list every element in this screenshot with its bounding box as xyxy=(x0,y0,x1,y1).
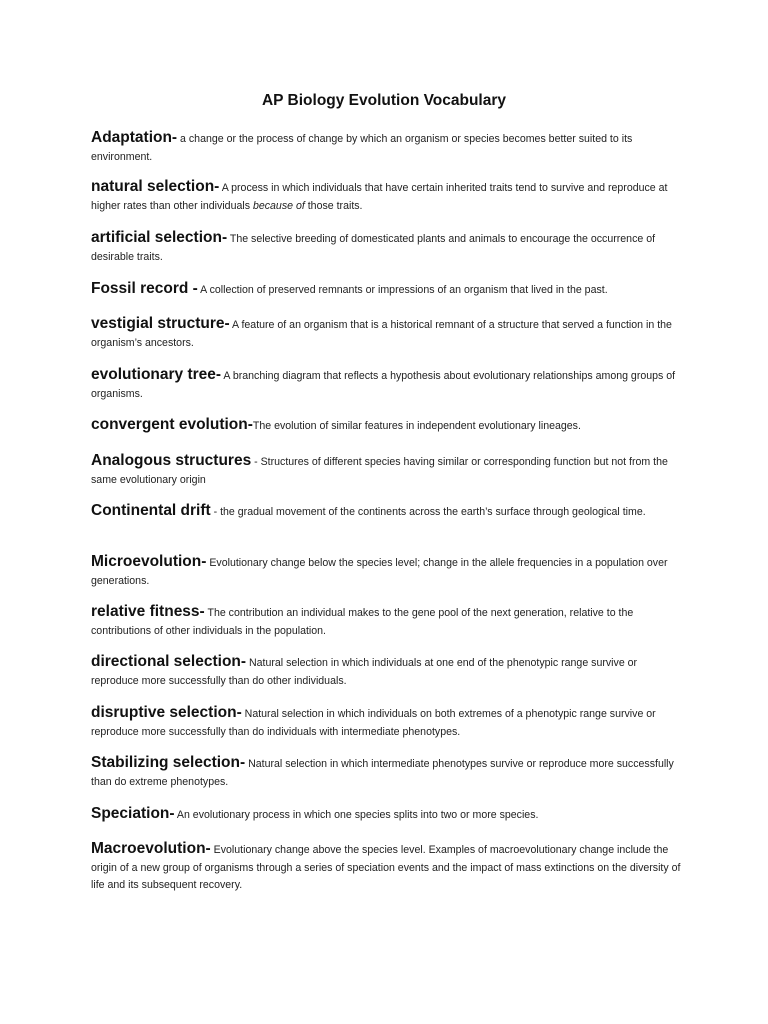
emphasis-text: because of xyxy=(252,199,305,212)
vocab-entry-speciation xyxy=(91,805,681,825)
vocab-entry-adaptation xyxy=(91,129,681,166)
vocab-entry-stabilizing-selection xyxy=(91,754,681,791)
vocab-entry-vestigial-structure xyxy=(91,315,681,352)
vocab-term: Analogous structures xyxy=(91,452,252,469)
vocab-definition: The evolution of similar features in independent evolutionary lineages. xyxy=(252,420,581,432)
vocab-definition: A process in which individuals that have certain inherited traits tend to survive and reproduce at higher rates than other individuals because of those traits. xyxy=(91,182,668,212)
vocab-definition: The contribution an individual makes to the gene pool of the next generation, relative to the contributions of other individuals in the population. xyxy=(91,607,634,637)
vocab-definition: a change or the process of change by which an organism or species becomes better suited to its environment. xyxy=(91,133,633,163)
page-title: AP Biology Evolution Vocabulary xyxy=(261,92,507,109)
vocab-entry-directional-selection xyxy=(91,653,681,690)
vocab-entry-macroevolution xyxy=(91,840,681,895)
vocab-term: Adaptation- xyxy=(91,129,178,146)
vocab-entry-natural-selection xyxy=(91,178,681,215)
vocab-term: Speciation- xyxy=(91,805,175,822)
vocab-term: disruptive selection- xyxy=(91,704,242,721)
vocab-entry-convergent-evolution xyxy=(91,416,681,436)
vocab-definition: - Structures of different species having similar or corresponding function but not from the same evolutionary origin xyxy=(91,456,668,486)
vocab-entry-artificial-selection xyxy=(91,229,681,266)
vocab-term: Macroevolution- xyxy=(91,840,211,857)
vocab-definition: A collection of preserved remnants or impressions of an organism that lived in the past. xyxy=(197,284,608,296)
vocab-definition: Natural selection in which intermediate phenotypes survive or reproduce more successfully than do extreme phenotypes. xyxy=(91,758,674,788)
vocab-term: natural selection- xyxy=(91,178,220,195)
vocab-term: directional selection- xyxy=(91,653,247,670)
vocab-term: evolutionary tree- xyxy=(91,366,222,383)
vocab-definition: Evolutionary change above the species level. Examples of macroevolutionary change include the origin of a new group of organisms through a series of speciation events and the impact of mass extinctions on the diversity of life and its subsequent recovery. xyxy=(91,844,681,891)
vocab-entry-continental-drift xyxy=(91,502,681,522)
vocab-term: Microevolution- xyxy=(91,553,207,570)
vocab-term: Fossil record - xyxy=(91,280,198,297)
vocab-entry-fossil-record xyxy=(91,280,681,300)
vocab-term: Stabilizing selection- xyxy=(91,754,246,771)
vocab-term: vestigial structure- xyxy=(91,315,230,332)
vocab-term: artificial selection- xyxy=(91,229,228,246)
vocab-definition: An evolutionary process in which one species splits into two or more species. xyxy=(174,809,539,821)
vocab-definition: Natural selection in which individuals on both extremes of a phenotypic range survive or reproduce more successfully than do individuals with intermediate phenotypes. xyxy=(91,708,656,738)
vocab-term: relative fitness- xyxy=(91,603,205,620)
vocab-definition: Natural selection in which individuals at one end of the phenotypic range survive or reproduce more successfully than do other individuals. xyxy=(91,657,638,687)
vocab-definition: A feature of an organism that is a historical remnant of a structure that served a function in the organism’s ancestors. xyxy=(91,319,672,349)
vocab-entry-evolutionary-tree xyxy=(91,366,681,403)
vocab-entry-analogous-structures xyxy=(91,452,681,489)
vocab-entry-disruptive-selection xyxy=(91,704,681,741)
vocab-entry-microevolution xyxy=(91,553,681,590)
vocab-definition: Evolutionary change below the species level; change in the allele frequencies in a population over generations. xyxy=(91,557,668,587)
vocab-definition: The selective breeding of domesticated plants and animals to encourage the occurrence of desirable traits. xyxy=(91,233,656,263)
vocab-definition: - the gradual movement of the continents across the earth’s surface through geological time. xyxy=(210,506,646,518)
vocab-term: Continental drift xyxy=(91,502,211,519)
vocab-term: convergent evolution- xyxy=(91,416,253,433)
vocab-definition: A branching diagram that reflects a hypothesis about evolutionary relationships among groups of organisms. xyxy=(91,370,676,400)
vocab-entry-relative-fitness xyxy=(91,603,681,640)
